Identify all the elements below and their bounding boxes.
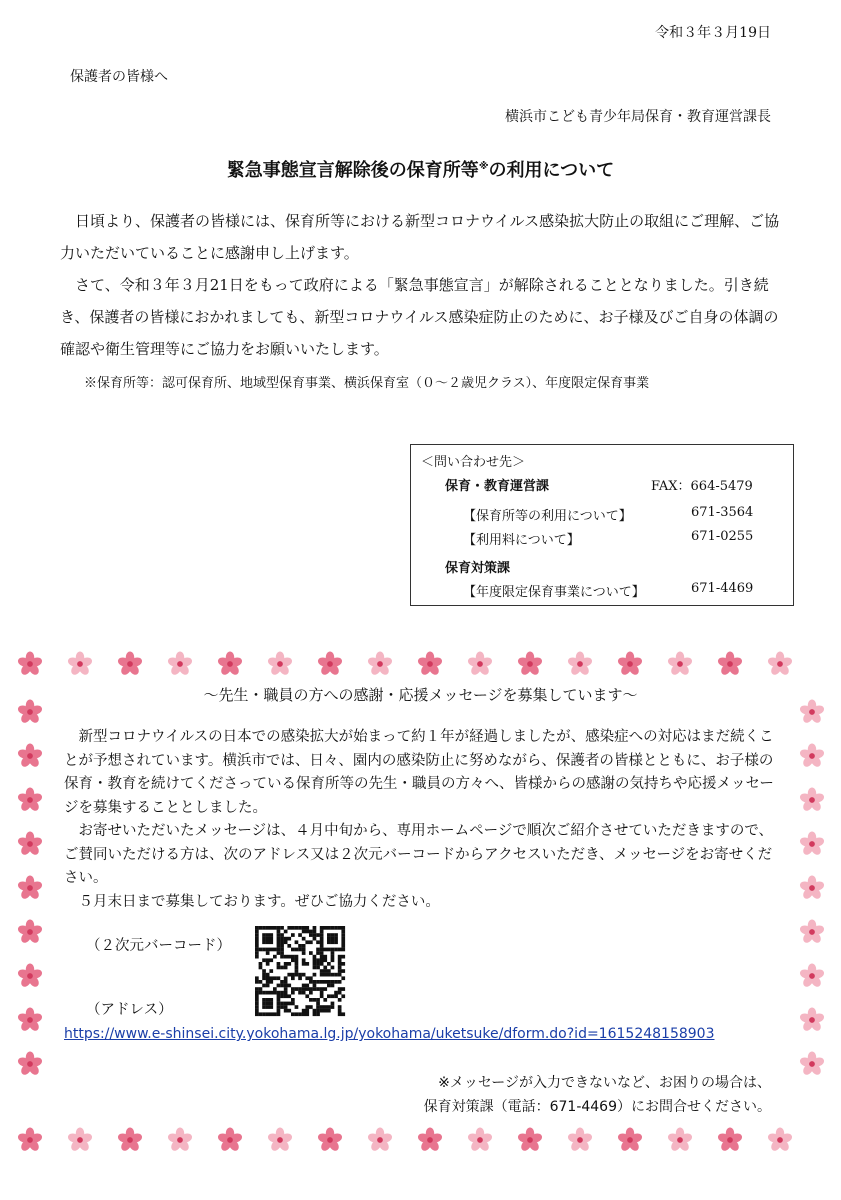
cherry-blossom-icon	[17, 787, 43, 813]
message-paragraph-1: 新型コロナウイルスの日本での感染拡大が始まって約１年が経過しましたが、感染症への対応はまだ続くことが予想されています。横浜市では、日々、園内の感染防止に努めながら、保護者の皆様とともに、お子様の保育・教育を続けてくださっている保育所等の先生・職員の方々へ、皆様からの感謝の気持ちや応援メッセージを募集することとしました。	[64, 729, 774, 816]
contact-item-2-tel: 671-0255	[691, 529, 754, 544]
cherry-blossom-icon	[267, 651, 293, 677]
cherry-blossom-icon	[717, 651, 743, 677]
cherry-blossom-icon	[17, 831, 43, 857]
cherry-blossom-icon	[167, 651, 193, 677]
cherry-blossom-icon	[167, 1127, 193, 1153]
cherry-blossom-icon	[799, 1051, 825, 1077]
body-paragraph-2: さて、令和３年３月21日をもって政府による「緊急事態宣言」が解除されることとなりました。引き続き、保護者の皆様におかれましても、新型コロナウイルス感染症防止のために、お子様及びご自身の体調の確認や衛生管理等にご協力をお願いいたします。	[60, 276, 779, 358]
cherry-blossom-icon	[799, 1007, 825, 1033]
contact-dept-1: 保育・教育運営課	[445, 479, 550, 494]
contact-heading: ＜問い合わせ先＞	[421, 455, 526, 470]
cherry-blossom-icon	[767, 1127, 793, 1153]
cherry-blossom-icon	[217, 1127, 243, 1153]
cherry-blossom-icon	[567, 651, 593, 677]
cherry-blossom-icon	[767, 651, 793, 677]
cherry-blossom-icon	[799, 963, 825, 989]
cherry-blossom-icon	[17, 919, 43, 945]
cherry-blossom-icon	[617, 651, 643, 677]
message-form-link[interactable]: https://www.e-shinsei.city.yokohama.lg.jp/yokohama/uketsuke/dform.do?id=1615248158903	[64, 1026, 715, 1042]
message-panel-title: ～先生・職員の方への感謝・応援メッセージを募集しています～	[203, 686, 638, 704]
cherry-blossom-icon	[799, 743, 825, 769]
cherry-blossom-icon	[17, 651, 43, 677]
cherry-blossom-icon	[667, 1127, 693, 1153]
cherry-blossom-icon	[799, 787, 825, 813]
cherry-blossom-icon	[417, 651, 443, 677]
message-paragraph-3: ５月末日まで募集しております。ぜひご協力ください。	[78, 893, 440, 910]
message-body	[64, 726, 784, 914]
addressee: 保護者の皆様へ	[70, 69, 168, 85]
cherry-blossom-icon	[799, 919, 825, 945]
cherry-blossom-icon	[217, 651, 243, 677]
cherry-blossom-icon	[717, 1127, 743, 1153]
contact-item-2-label: 【利用料について】	[463, 533, 580, 548]
cherry-blossom-icon	[17, 963, 43, 989]
cherry-blossom-icon	[617, 1127, 643, 1153]
footnote: ※保育所等：認可保育所、地域型保育事業、横浜保育室（０～２歳児クラス）、年度限定保育事業	[84, 376, 650, 391]
cherry-blossom-icon	[799, 831, 825, 857]
qr-label: （２次元バーコード）	[86, 938, 231, 954]
sender: 横浜市こども青少年局保育・教育運営課長	[505, 109, 771, 125]
cherry-blossom-icon	[17, 1051, 43, 1077]
title-rest: の利用について	[488, 160, 615, 181]
contact-item-1-tel: 671-3564	[691, 505, 754, 520]
contact-fax: FAX：664-5479	[651, 479, 753, 494]
cherry-blossom-icon	[17, 1007, 43, 1033]
cherry-blossom-icon	[267, 1127, 293, 1153]
contact-item-3-tel: 671-4469	[691, 581, 754, 596]
qr-code[interactable]	[248, 924, 352, 1018]
document-date: 令和３年３月19日	[655, 25, 771, 41]
cherry-blossom-icon	[467, 651, 493, 677]
cherry-blossom-icon	[417, 1127, 443, 1153]
address-label: （アドレス）	[86, 1002, 173, 1018]
cherry-blossom-icon	[67, 1127, 93, 1153]
footer-note-2: 保育対策課（電話：671-4469）にお問合せください。	[423, 1099, 771, 1115]
message-paragraph-2: お寄せいただいたメッセージは、４月中旬から、専用ホームページで順次ご紹介させていただきますので、ご賛同いただける方は、次のアドレス又は２次元バーコードからアクセスいただき、メッセージをお寄せください。	[64, 823, 774, 886]
cherry-blossom-icon	[467, 1127, 493, 1153]
cherry-blossom-icon	[17, 743, 43, 769]
cherry-blossom-icon	[117, 1127, 143, 1153]
cherry-blossom-icon	[117, 651, 143, 677]
cherry-blossom-icon	[517, 651, 543, 677]
contact-item-3-label: 【年度限定保育事業について】	[463, 585, 645, 600]
cherry-blossom-icon	[517, 1127, 543, 1153]
footer-note-1: ※メッセージが入力できないなど、お困りの場合は、	[438, 1075, 771, 1091]
cherry-blossom-icon	[367, 1127, 393, 1153]
cherry-blossom-icon	[17, 1127, 43, 1153]
cherry-blossom-icon	[799, 875, 825, 901]
cherry-blossom-icon	[367, 651, 393, 677]
title-main: 緊急事態宣言解除後の保育所等	[226, 160, 479, 181]
cherry-blossom-icon	[317, 651, 343, 677]
title-mark: ※	[478, 161, 489, 172]
cherry-blossom-icon	[17, 875, 43, 901]
cherry-blossom-icon	[317, 1127, 343, 1153]
contact-dept-2: 保育対策課	[445, 561, 511, 576]
body-paragraph-1: 日頃より、保護者の皆様には、保育所等における新型コロナウイルス感染拡大防止の取組にご理解、ご協力いただいていることに感謝申し上げます。	[60, 212, 780, 262]
cherry-blossom-icon	[67, 651, 93, 677]
cherry-blossom-icon	[567, 1127, 593, 1153]
cherry-blossom-icon	[667, 651, 693, 677]
contact-item-1-label: 【保育所等の利用について】	[463, 509, 632, 524]
